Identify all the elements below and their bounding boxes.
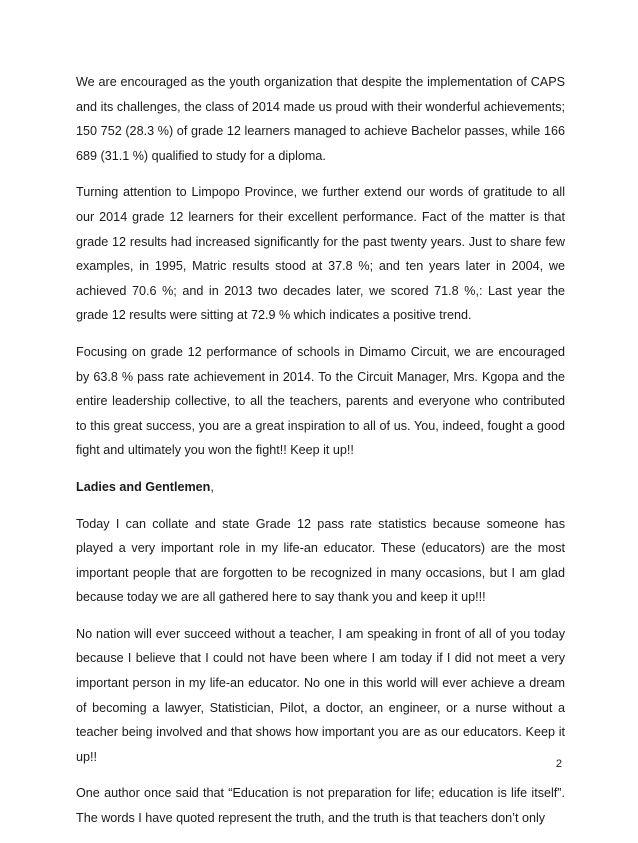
- salutation: [76, 475, 565, 500]
- salutation-comma: ,: [210, 479, 214, 494]
- paragraph-nation-teacher: No nation will ever succeed without a teacher, I am speaking in front of all of you today because I believe that I could not have been where I am today if I did not meet a very important person in my life-an educator. No one in this world will ever achieve a dream of becoming a lawyer, Statistician, Pilot, a doctor, an engineer, or a nurse without a teacher being involved and that shows how important you are as our educators. Keep it up!!: [76, 626, 565, 764]
- document-body: [76, 70, 565, 843]
- paragraph-limpopo-results: Turning attention to Limpopo Province, we further extend our words of gratitude to all our 2014 grade 12 learners for their excellent performance. Fact of the matter is that grade 12 results had increased significantly for the past twenty years. Just to share few examples, in 1995, Matric results stood at 37.8 %; and ten years later in 2004, we achieved 70.6 %; and in 2013 two decades later, we scored 71.8 %,: Last year the grade 12 results were sitting at 72.9 % which indicates a positive trend.: [76, 185, 565, 323]
- salutation-bold: Ladies and Gentlemen: [76, 479, 211, 494]
- paragraph-educator-role: Today I can collate and state Grade 12 pass rate statistics because someone has played a very important role in my life-an educator. These (educators) are the most important people that are forgotten to be recognized in many occasions, but I am glad because today we are all gathered here to say thank you and keep it up!!!: [76, 516, 565, 605]
- paragraph-caps-achievements: We are encouraged as the youth organization that despite the implementation of CAPS and its challenges, the class of 2014 made us proud with their wonderful achievements; 150 752 (28.3 %) of grade 12 learners managed to achieve Bachelor passes, while 166 689 (31.1 %) qualified to study for a diploma.: [76, 75, 565, 163]
- paragraph-dimamo-circuit: Focusing on grade 12 performance of schools in Dimamo Circuit, we are encouraged by 63.8 % pass rate achievement in 2014. To the Circuit Manager, Mrs. Kgopa and the entire leadership collective, to all the teachers, parents and everyone who contributed to this great success, you are a great inspiration to all of us. You, indeed, fought a good fight and ultimately you won the fight!! Keep it up!!: [76, 344, 565, 458]
- page-number: 2: [555, 758, 562, 770]
- paragraph-author-quote: One author once said that “Education is not preparation for life; education is life itself”. The words I have quoted represent the truth, and the truth is that teachers don’t only: [76, 786, 565, 826]
